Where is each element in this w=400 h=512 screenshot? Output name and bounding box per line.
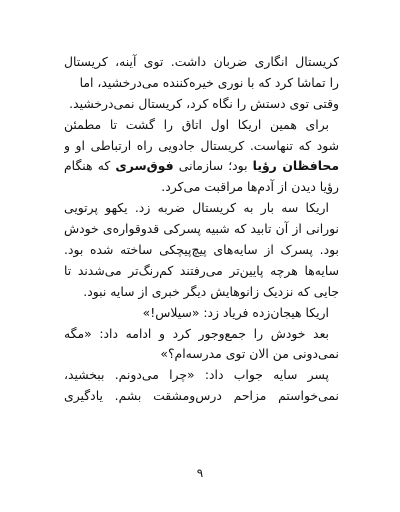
bold-term-dream-guardians: محافظان رؤیا (252, 158, 339, 174)
text-line: کریستال انگاری ضربان داشت. توی آینه، کریستال (64, 54, 339, 69)
text-line: وقتی توی دستش را نگاه کرد، کریستال نمی‌درخشید. (69, 95, 339, 111)
text-line: را تماشا کرد که با نوری خیره‌کننده می‌درخشید، اما (79, 74, 339, 90)
text-line: رؤیا دیدن از آدم‌ها مراقبت می‌کرد. (161, 179, 339, 195)
bold-term-top-secret: فوق‌سری (115, 158, 174, 174)
page-number: ۹ (196, 466, 204, 480)
text-line: جایی که نزدیک زانوهایش دیگر خبری از سایه نبود. (83, 283, 339, 299)
text-line: پسر سایه جواب داد: «چرا می‌دونم. ببخشید، (64, 367, 329, 383)
text-line: بود. پسرک از سایه‌های پیچ‌پیچکی ساخته شده بود. (64, 242, 339, 258)
text-line: اریکا هیجان‌زده فریاد زد: «سیلاس!» (142, 304, 329, 320)
text-line: شود که تنهاست. کریستال جادویی راه ارتباطی او و (64, 137, 339, 153)
text-line: اریکا سه بار به کریستال ضربه زد. یکهو پرتویی (64, 200, 329, 216)
body-text (64, 52, 339, 407)
text-line: نمی‌خواستم مزاحم درس‌ومشقت بشم. یادگیری (64, 388, 339, 404)
text-run: که هنگام (64, 158, 116, 174)
text-line: سایه‌ها هرچه پایین‌تر می‌رفتند کم‌رنگ‌تر می‌شدند تا (64, 262, 339, 278)
text-line: بعد خودش را جمع‌وجور کرد و ادامه داد: «مگه (64, 325, 329, 341)
text-line: نمی‌دونی من الان توی مدرسه‌ام؟» (160, 346, 339, 362)
text-line: برای همین اریکا اول اتاق را گشت تا مطمئن (64, 116, 329, 132)
text-run: بود؛ سازمانی (173, 158, 253, 174)
text-line: نورانی از آن تابید که شبیه پسرکی قدوقواره‌ی خودش (64, 221, 339, 237)
text-line-with-bold (64, 156, 339, 177)
